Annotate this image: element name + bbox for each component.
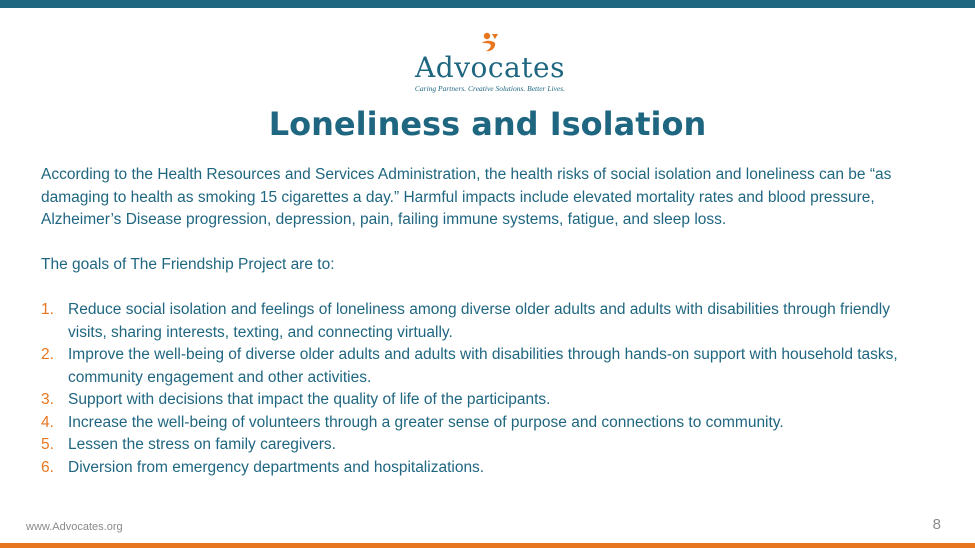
slide-body bbox=[41, 164, 931, 479]
page-number: 8 bbox=[932, 516, 941, 533]
goal-number: 5. bbox=[41, 436, 54, 453]
goal-item bbox=[41, 389, 931, 412]
goal-number: 3. bbox=[41, 391, 54, 408]
goal-item bbox=[41, 299, 931, 344]
goal-text: Lessen the stress on family caregivers. bbox=[68, 436, 336, 453]
goal-number: 1. bbox=[41, 301, 54, 318]
goal-text: Diversion from emergency departments and hospitalizations. bbox=[68, 458, 485, 476]
goal-item bbox=[41, 344, 931, 389]
goal-number: 2. bbox=[41, 346, 54, 363]
advocates-logo bbox=[390, 30, 590, 96]
goals-list bbox=[41, 299, 931, 479]
goal-text: Increase the well-being of volunteers through a greater sense of purpose and connections to community. bbox=[68, 413, 784, 431]
goal-item bbox=[41, 434, 931, 457]
slide-title: Loneliness and Isolation bbox=[268, 105, 707, 143]
logo-tagline: Caring Partners. Creative Solutions. Better Lives. bbox=[414, 84, 566, 93]
goal-text: Reduce social isolation and feelings of loneliness among diverse older adults and adults with disabilities through friendly visits, sharing interests, texting, and connecting virtually. bbox=[68, 301, 890, 341]
intro-paragraph: According to the Health Resources and Services Administration, the health risks of social isolation and loneliness can be “as damaging to health as smoking 15 cigarettes a day.” Harmful impacts include elevated mortality rates and blood pressure, Alzheimer’s Disease progression, depression, pain, failing immune systems, fatigue, and sleep loss. bbox=[41, 166, 892, 228]
goal-text: Improve the well-being of diverse older adults and adults with disabilities through hands-on support with household tasks, community engagement and other activities. bbox=[68, 346, 898, 386]
logo-wordmark: Advocates bbox=[415, 51, 565, 84]
footer-website: www.Advocates.org bbox=[26, 521, 123, 533]
goal-number: 6. bbox=[41, 458, 54, 476]
bottom-accent-bar bbox=[0, 543, 975, 548]
goals-intro: The goals of The Friendship Project are to: bbox=[41, 256, 335, 273]
top-accent-bar bbox=[0, 0, 975, 8]
goal-item bbox=[41, 412, 931, 435]
goal-text: Support with decisions that impact the quality of life of the participants. bbox=[68, 391, 551, 408]
goal-number: 4. bbox=[41, 413, 54, 431]
goal-item bbox=[41, 457, 931, 480]
